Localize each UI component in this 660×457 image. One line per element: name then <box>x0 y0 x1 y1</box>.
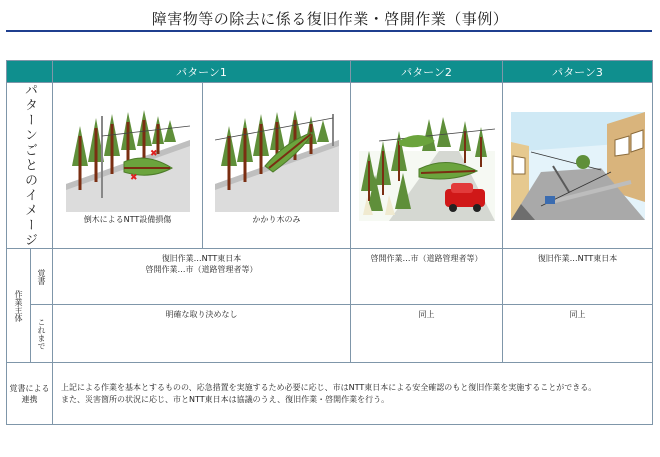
before-label-cell <box>31 305 53 363</box>
pattern1-image-cell <box>53 83 203 249</box>
hung-tree-illustration <box>215 106 339 212</box>
image-row-label: パターンごとのイメージ <box>22 83 37 248</box>
pattern-table <box>6 60 653 425</box>
pattern2-image-cell <box>351 83 503 249</box>
header-pattern-2: パターン2 <box>351 61 503 83</box>
page-title: 障害物等の除去に係る復旧作業・啓開作業（事例） <box>151 10 509 28</box>
svg-text:✖: ✖ <box>129 173 138 183</box>
actor-group-label-cell <box>7 249 31 363</box>
header-row <box>7 61 653 83</box>
pattern1-image2-cell <box>203 83 351 249</box>
fallen-pole-street-illustration <box>511 112 645 220</box>
before-pattern3: 同上 <box>503 305 653 363</box>
cooperation-row <box>7 363 653 425</box>
caption-pattern1-image1: 倒木によるNTT設備損傷 <box>83 215 172 224</box>
title-underline <box>6 30 652 32</box>
cooperation-line2: また、災害箇所の状況に応じ、市とNTT東日本は協議のうえ、復旧作業・啓開作業を行う。 <box>61 394 390 404</box>
svg-text:✖: ✖ <box>149 149 158 159</box>
before-label: これまで <box>37 317 46 350</box>
fallen-tree-damage-illustration <box>66 106 190 212</box>
memo-pattern2: 啓開作業…市（道路管理者等） <box>351 249 503 305</box>
before-row <box>7 305 653 363</box>
header-pattern-3: パターン3 <box>503 61 653 83</box>
image-row <box>7 83 653 249</box>
memo-pattern1-line2: 啓開作業…市（道路管理者等） <box>145 265 258 274</box>
cooperation-line1: 上記による作業を基本とするものの、応急措置を実施するため必要に応じ、市はNTT東日本による安全確認のもと復旧作業を実施することができる。 <box>61 382 597 392</box>
memo-label: 覚書 <box>37 268 46 285</box>
actor-group-label: 作業主体 <box>14 289 23 322</box>
memo-pattern3: 復旧作業…NTT東日本 <box>503 249 653 305</box>
cooperation-text-cell <box>53 363 653 425</box>
image-row-label-cell <box>7 83 53 249</box>
cooperation-label: 覚書による連携 <box>7 363 53 425</box>
memo-pattern1 <box>53 249 351 305</box>
caption-pattern1-image2: かかり木のみ <box>252 215 301 224</box>
before-pattern2: 同上 <box>351 305 503 363</box>
memo-row <box>7 249 653 305</box>
pattern3-image-cell <box>503 83 653 249</box>
header-pattern-1: パターン1 <box>53 61 351 83</box>
before-pattern1: 明確な取り決めなし <box>53 305 351 363</box>
header-corner <box>7 61 53 83</box>
memo-label-cell <box>31 249 53 305</box>
memo-pattern1-line1: 復旧作業…NTT東日本 <box>161 254 242 263</box>
road-blocked-car-illustration <box>359 111 495 221</box>
